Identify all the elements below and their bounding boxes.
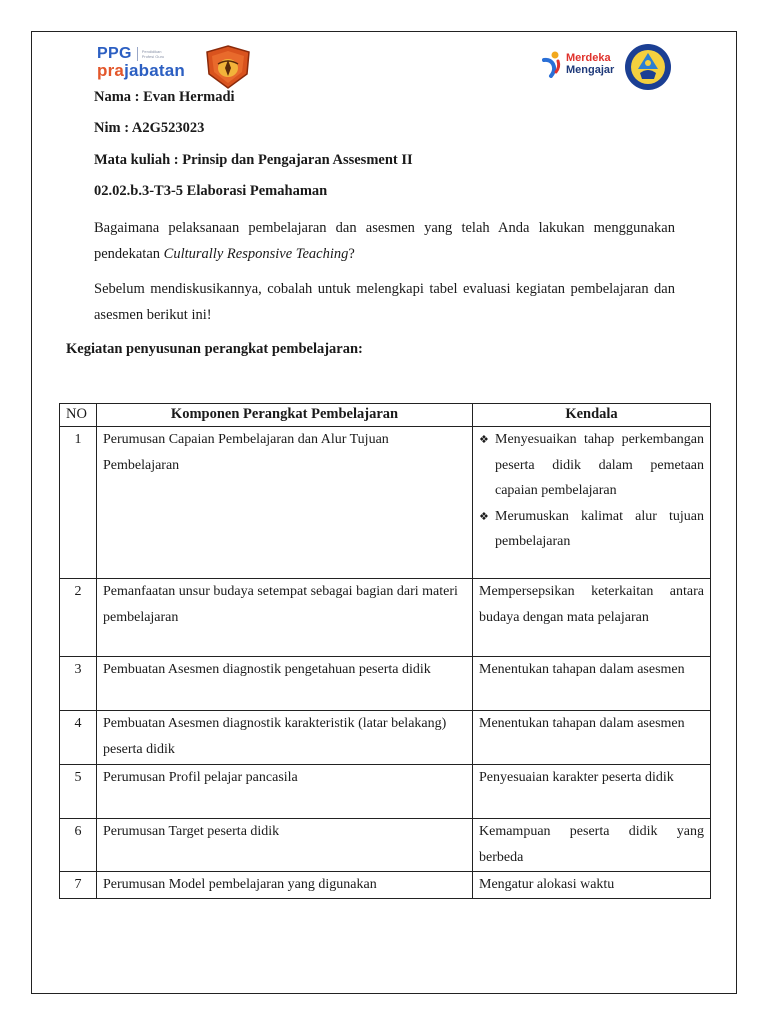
row-component: Perumusan Target peserta didik — [97, 819, 473, 872]
row-component: Perumusan Capaian Pembelajaran dan Alur Tujuan Pembelajaran — [97, 427, 473, 579]
kendala-bullet: ❖ Menyesuaikan tahap perkembangan peserta didik dalam pemetaan capaian pembelajaran — [479, 427, 704, 504]
ppg-logo-divider — [137, 47, 138, 61]
assignment-code-line: 02.02.b.3-T3-5 Elaborasi Pemahaman — [94, 183, 328, 199]
ppg-prajabatan-logo — [97, 45, 185, 81]
student-name-line: Nama : Evan Hermadi — [94, 89, 235, 105]
table-header-row — [60, 404, 711, 427]
row-kendala: Menentukan tahapan dalam asesmen — [473, 711, 711, 765]
merdeka-logo-line1: Merdeka — [566, 52, 611, 64]
row-kendala: Menentukan tahapan dalam asesmen — [473, 657, 711, 711]
merdeka-mark-icon — [540, 50, 564, 78]
row-number: 5 — [60, 765, 97, 819]
merdeka-mengajar-logo — [540, 50, 614, 78]
diamond-bullet-icon: ❖ — [479, 433, 489, 446]
row-number: 7 — [60, 872, 97, 899]
row-number: 6 — [60, 819, 97, 872]
row-number: 1 — [60, 427, 97, 579]
row-component: Perumusan Model pembelajaran yang digunakan — [97, 872, 473, 899]
header-no: NO — [60, 404, 97, 427]
evaluation-table — [59, 403, 711, 899]
row-component: Pembuatan Asesmen diagnostik pengetahuan peserta didik — [97, 657, 473, 711]
row-kendala: Penyesuaian karakter peserta didik — [473, 765, 711, 819]
row-kendala — [473, 427, 711, 579]
table-row — [60, 427, 711, 579]
row-kendala: Kemampuan peserta didik yang berbeda — [473, 819, 711, 872]
ppg-logo-subtext: Pendidikan Profesi Guru — [141, 49, 165, 59]
row-number: 4 — [60, 711, 97, 765]
table-row — [60, 657, 711, 711]
row-number: 3 — [60, 657, 97, 711]
university-emblem-icon — [203, 44, 253, 90]
table-row — [60, 872, 711, 899]
question-emphasis: Culturally Responsive Teaching — [163, 246, 349, 262]
row-component: Perumusan Profil pelajar pancasila — [97, 765, 473, 819]
row-kendala: Mengatur alokasi waktu — [473, 872, 711, 899]
merdeka-logo-line2: Mengajar — [566, 64, 615, 76]
table-row — [60, 711, 711, 765]
header-kendala: Kendala — [473, 404, 711, 427]
instruction-paragraph: Sebelum mendiskusikannya, cobalah untuk melengkapi tabel evaluasi kegiatan pembelajaran dan asesmen berikut ini! — [94, 281, 675, 323]
row-number: 2 — [60, 579, 97, 657]
ppg-logo-wordmark: prajabatan — [97, 61, 185, 80]
ppg-logo-text: PPG — [97, 45, 132, 62]
section-heading: Kegiatan penyusunan perangkat pembelajaran: — [66, 341, 363, 357]
tut-wuri-handayani-emblem-icon — [624, 43, 672, 91]
table-row — [60, 579, 711, 657]
header-component: Komponen Perangkat Pembelajaran — [97, 404, 473, 427]
diamond-bullet-icon: ❖ — [479, 509, 489, 523]
row-kendala: Mempersepsikan keterkaitan antara budaya dengan mata pelajaran — [473, 579, 711, 657]
kendala-bullet: ❖ Merumuskan kalimat alur tujuan pembelajaran — [479, 504, 704, 555]
course-line: Mata kuliah : Prinsip dan Pengajaran Assesment II — [94, 152, 413, 168]
table-row — [60, 765, 711, 819]
table-row — [60, 819, 711, 872]
row-component: Pemanfaatan unsur budaya setempat sebagai bagian dari materi pembelajaran — [97, 579, 473, 657]
row-component: Pembuatan Asesmen diagnostik karakteristik (latar belakang) peserta didik — [97, 711, 473, 765]
question-paragraph: Bagaimana pelaksanaan pembelajaran dan asesmen yang telah Anda lakukan menggunakan pendekatan Culturally Responsive Teaching? — [94, 220, 675, 262]
student-nim-line: Nim : A2G523023 — [94, 120, 205, 136]
